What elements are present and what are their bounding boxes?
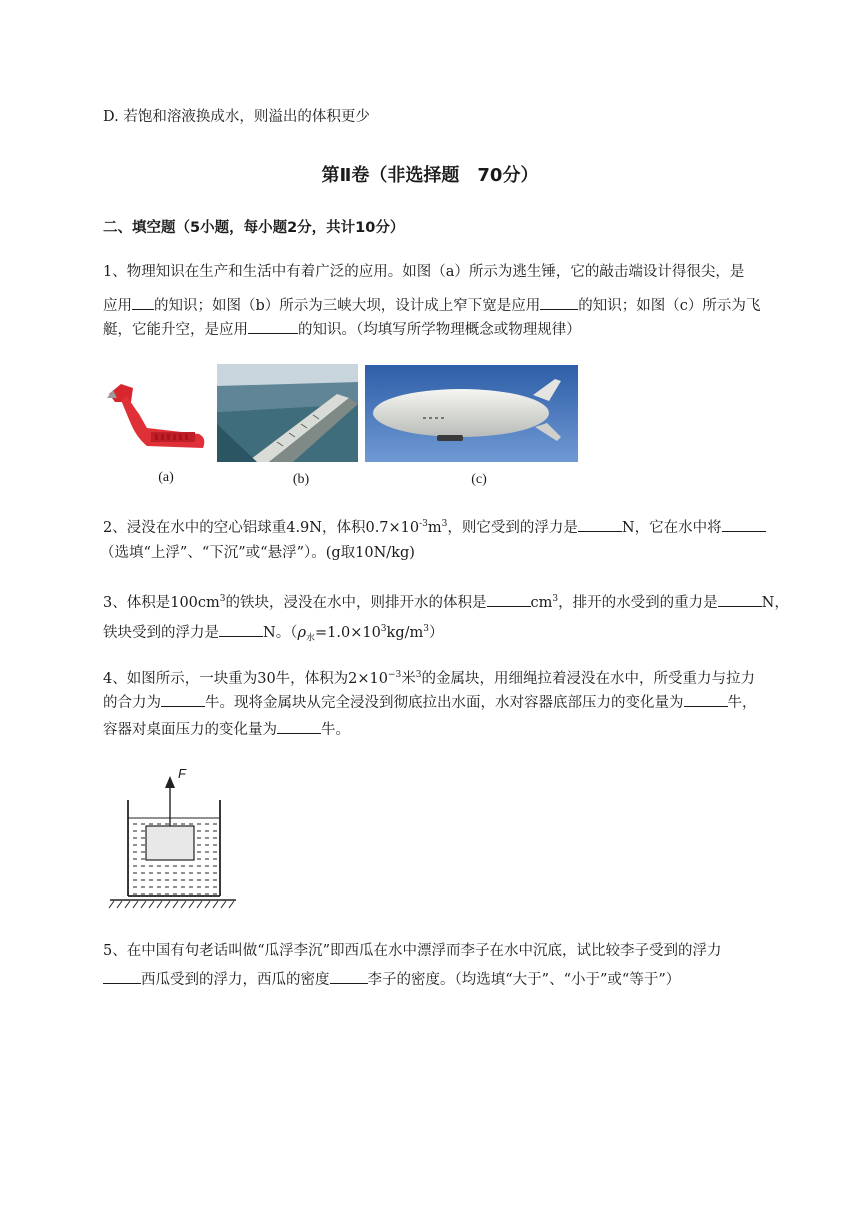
figure-a-caption: (a) [158,470,174,485]
section-heading: 二、填空题（5小题，每小题2分，共计10分） [103,220,405,236]
force-label: F [178,766,186,781]
q5-line-2: 西瓜受到的浮力，西瓜的密度 李子的密度。（均选填“大于”、“小于”或“等于”） [103,969,680,990]
q4-line-3: 容器对桌面压力的变化量为 牛。 [103,719,350,740]
q3-line-1: 3、体积是$100cm^3$的铁块，浸没在水中，则排开水的体积是 $cm^3$，排开的水受到的重力是 N， [103,589,789,613]
q4-blank-1[interactable] [161,692,205,707]
figure-a-escape-hammer [103,368,211,468]
container-diagram [108,764,238,910]
part-title: 第Ⅱ卷（非选择题 70分） [321,165,539,186]
option-d: D. 若饱和溶液换成水，则溢出的体积更少 [103,109,370,125]
q3-blank-1[interactable] [487,592,531,607]
q2-line-2: （选填“上浮”、“下沉”或“悬浮”）。(g取10N/kg) [100,545,415,561]
q1-blank-3[interactable] [248,319,298,334]
q1-blank-2[interactable] [540,295,578,310]
q1-line-3: 艇，它能升空，是应用 的知识。（均填写所学物理概念或物理规律） [103,319,581,340]
q2-blank-1[interactable] [578,517,622,532]
q2-line-1: 2、浸没在水中的空心铝球重4.9N，体积$0.7\times 10^{-3}m^3$，则它受到的浮力是 N，它在水中将 [103,514,766,538]
q2-blank-2[interactable] [722,517,766,532]
figure-b-caption: (b) [292,472,310,487]
q5-line-1: 5、在中国有句老话叫做“瓜浮李沉”即西瓜在水中漂浮而李子在水中沉底，试比较李子受到的浮力 [103,943,722,959]
q4-line-1: 4、如图所示，一块重为30牛，体积为$2\times 10^{-3}$米$^3$的金属块，用细绳拉着浸没在水中，所受重力与拉力 [103,670,756,687]
q5-blank-2[interactable] [330,969,368,984]
q3-blank-2[interactable] [718,592,762,607]
q1-blank-1[interactable] [132,295,154,310]
q3-blank-3[interactable] [219,622,263,637]
q4-blank-3[interactable] [277,719,321,734]
q1-line-2: 应用 的知识；如图（b）所示为三峡大坝，设计成上窄下宽是应用 的知识；如图（c）所示为飞 [103,295,760,316]
q4-line-2: 的合力为 牛。现将金属块从完全浸没到彻底拉出水面，水对容器底部压力的变化量为 牛， [103,692,757,713]
figure-c-airship [365,365,578,462]
figure-b-three-gorges-dam [217,364,358,462]
q4-blank-2[interactable] [684,692,728,707]
figure-c-caption: (c) [471,472,487,487]
q3-line-2: 铁块受到的浮力是 N。$(\rho_水=1.0\times 10^3kg/m^3)$ [103,619,443,649]
q5-blank-1[interactable] [103,969,141,984]
q1-line-1: 1、物理知识在生产和生活中有着广泛的应用。如图（a）所示为逃生锤，它的敲击端设计得很尖，是 [103,264,745,280]
